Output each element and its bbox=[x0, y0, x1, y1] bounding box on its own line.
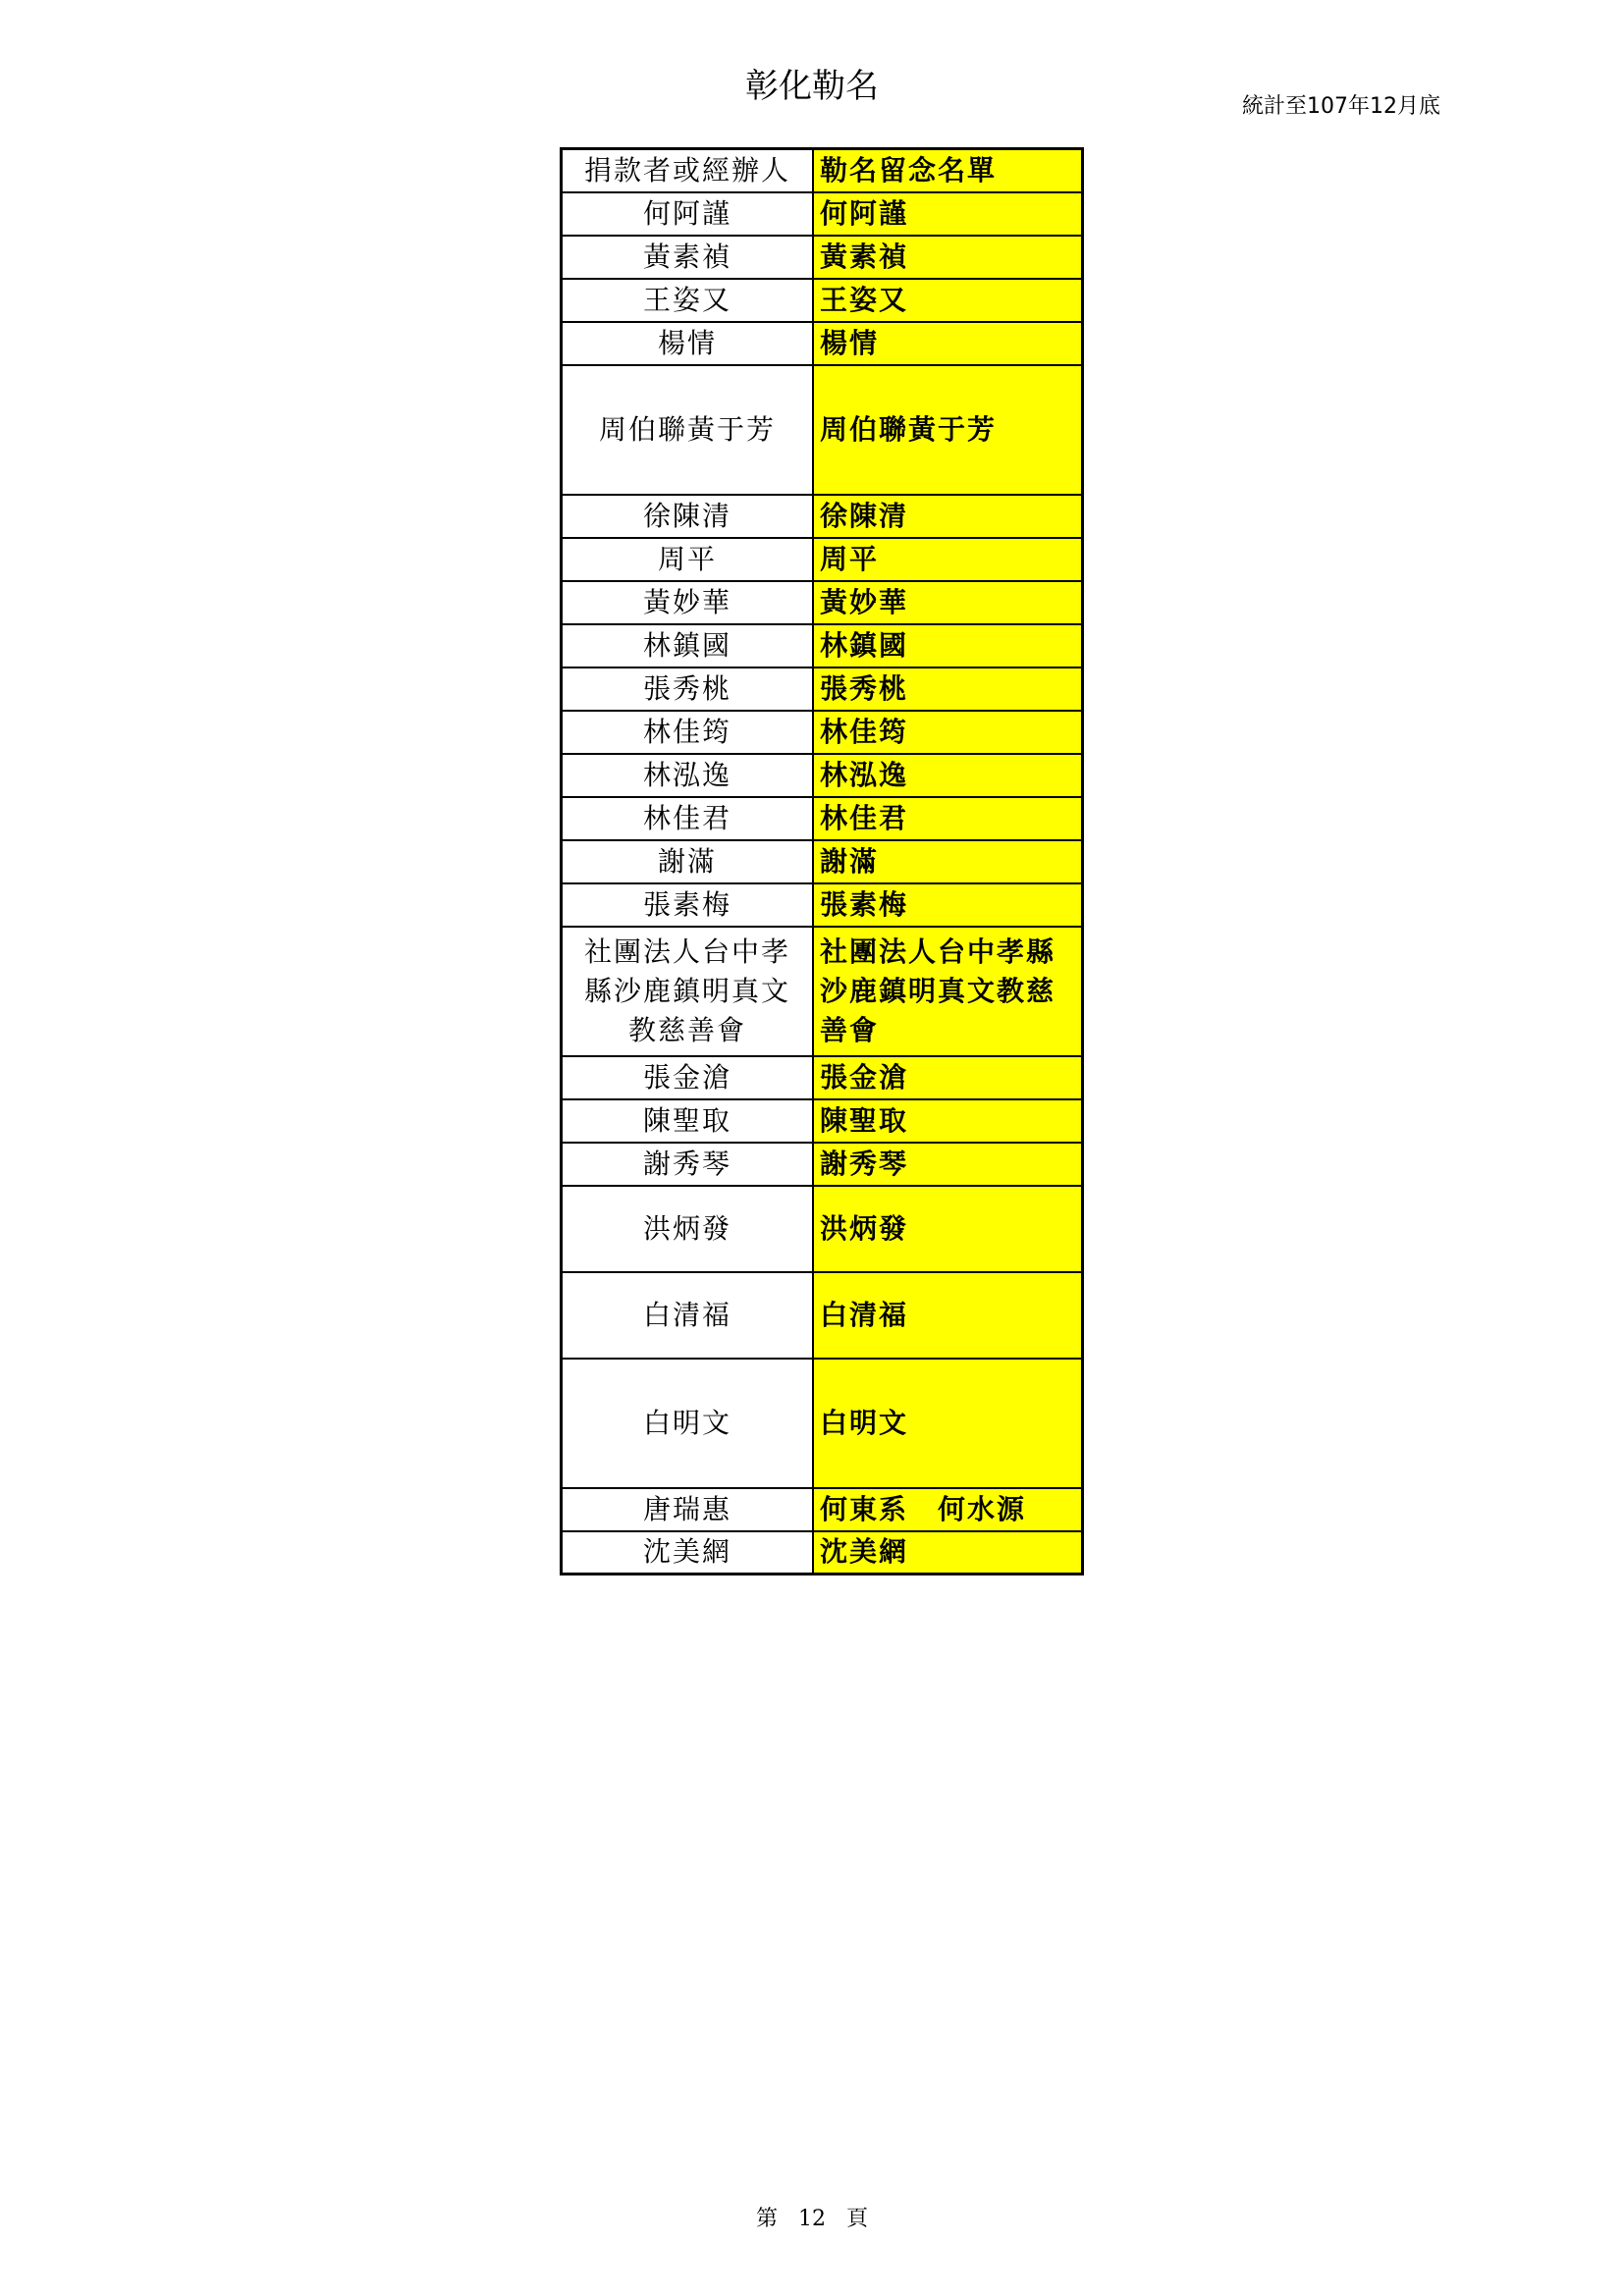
table-row bbox=[562, 667, 1083, 711]
table-row bbox=[562, 624, 1083, 667]
donor-name-cell: 謝滿 bbox=[562, 840, 814, 883]
table-header-row bbox=[562, 149, 1083, 192]
statistics-date-note: 統計至107年12月底 bbox=[1242, 94, 1440, 119]
plaque-name-cell: 林泓逸 bbox=[813, 754, 1083, 797]
donor-name-cell: 白清福 bbox=[562, 1272, 814, 1359]
table-row bbox=[562, 754, 1083, 797]
table-body bbox=[562, 149, 1083, 1575]
plaque-name-cell: 林佳筠 bbox=[813, 711, 1083, 754]
page-number: 12 bbox=[798, 2207, 826, 2231]
table-row bbox=[562, 1143, 1083, 1186]
plaque-name-cell: 白明文 bbox=[813, 1359, 1083, 1488]
table-row bbox=[562, 322, 1083, 365]
plaque-name-cell: 沈美網 bbox=[813, 1531, 1083, 1575]
table-row bbox=[562, 883, 1083, 927]
table-row bbox=[562, 840, 1083, 883]
plaque-name-cell: 洪炳發 bbox=[813, 1186, 1083, 1272]
plaque-name-cell: 社團法人台中孝縣沙鹿鎮明真文教慈善會 bbox=[813, 927, 1083, 1056]
table-row bbox=[562, 495, 1083, 538]
plaque-name-cell: 林鎮國 bbox=[813, 624, 1083, 667]
donor-plaque-table bbox=[560, 147, 1084, 1575]
plaque-name-cell: 張素梅 bbox=[813, 883, 1083, 927]
table-row bbox=[562, 1359, 1083, 1488]
plaque-name-cell: 張金滄 bbox=[813, 1056, 1083, 1099]
plaque-name-cell: 黃妙華 bbox=[813, 581, 1083, 624]
donor-name-cell: 何阿謹 bbox=[562, 192, 814, 236]
page-footer bbox=[0, 2205, 1624, 2234]
donor-name-cell: 唐瑞惠 bbox=[562, 1488, 814, 1531]
page-title: 彰化勒名 bbox=[745, 67, 879, 106]
donor-name-cell: 王姿又 bbox=[562, 279, 814, 322]
table-row bbox=[562, 1099, 1083, 1143]
table-row bbox=[562, 1056, 1083, 1099]
table-row bbox=[562, 1272, 1083, 1359]
donor-name-cell: 楊情 bbox=[562, 322, 814, 365]
plaque-name-cell: 周伯聯黃于芳 bbox=[813, 365, 1083, 495]
table-row bbox=[562, 279, 1083, 322]
plaque-name-cell: 謝秀琴 bbox=[813, 1143, 1083, 1186]
donor-name-cell: 沈美網 bbox=[562, 1531, 814, 1575]
plaque-name-cell: 徐陳清 bbox=[813, 495, 1083, 538]
plaque-name-cell: 楊情 bbox=[813, 322, 1083, 365]
donor-name-cell: 周伯聯黃于芳 bbox=[562, 365, 814, 495]
donor-name-cell: 林泓逸 bbox=[562, 754, 814, 797]
donor-name-cell: 張素梅 bbox=[562, 883, 814, 927]
table-row bbox=[562, 1531, 1083, 1575]
table-row bbox=[562, 581, 1083, 624]
plaque-name-cell: 何阿謹 bbox=[813, 192, 1083, 236]
table-row bbox=[562, 797, 1083, 840]
table-row bbox=[562, 927, 1083, 1056]
table-row bbox=[562, 192, 1083, 236]
header-donor: 捐款者或經辦人 bbox=[562, 149, 814, 192]
donor-name-cell: 林鎮國 bbox=[562, 624, 814, 667]
table-row bbox=[562, 711, 1083, 754]
plaque-name-cell: 林佳君 bbox=[813, 797, 1083, 840]
donor-name-cell: 林佳筠 bbox=[562, 711, 814, 754]
table-row bbox=[562, 236, 1083, 279]
table-row bbox=[562, 538, 1083, 581]
donor-name-cell: 張秀桃 bbox=[562, 667, 814, 711]
donor-name-cell: 黃素禎 bbox=[562, 236, 814, 279]
plaque-name-cell: 陳聖取 bbox=[813, 1099, 1083, 1143]
table-row bbox=[562, 1488, 1083, 1531]
donor-name-cell: 黃妙華 bbox=[562, 581, 814, 624]
header-plaque-list: 勒名留念名單 bbox=[813, 149, 1083, 192]
footer-suffix: 頁 bbox=[846, 2207, 869, 2231]
donor-name-cell: 陳聖取 bbox=[562, 1099, 814, 1143]
donor-name-cell: 謝秀琴 bbox=[562, 1143, 814, 1186]
donor-name-cell: 張金滄 bbox=[562, 1056, 814, 1099]
plaque-name-cell: 何東系 何水源 bbox=[813, 1488, 1083, 1531]
plaque-name-cell: 白清福 bbox=[813, 1272, 1083, 1359]
donor-name-cell: 社團法人台中孝縣沙鹿鎮明真文教慈善會 bbox=[562, 927, 814, 1056]
table-row bbox=[562, 1186, 1083, 1272]
table-row bbox=[562, 365, 1083, 495]
plaque-name-cell: 王姿又 bbox=[813, 279, 1083, 322]
donor-name-cell: 白明文 bbox=[562, 1359, 814, 1488]
donor-name-cell: 洪炳發 bbox=[562, 1186, 814, 1272]
plaque-name-cell: 周平 bbox=[813, 538, 1083, 581]
plaque-name-cell: 謝滿 bbox=[813, 840, 1083, 883]
plaque-name-cell: 張秀桃 bbox=[813, 667, 1083, 711]
donor-name-cell: 周平 bbox=[562, 538, 814, 581]
donor-name-cell: 林佳君 bbox=[562, 797, 814, 840]
donor-name-cell: 徐陳清 bbox=[562, 495, 814, 538]
footer-prefix: 第 bbox=[755, 2207, 778, 2231]
plaque-name-cell: 黃素禎 bbox=[813, 236, 1083, 279]
